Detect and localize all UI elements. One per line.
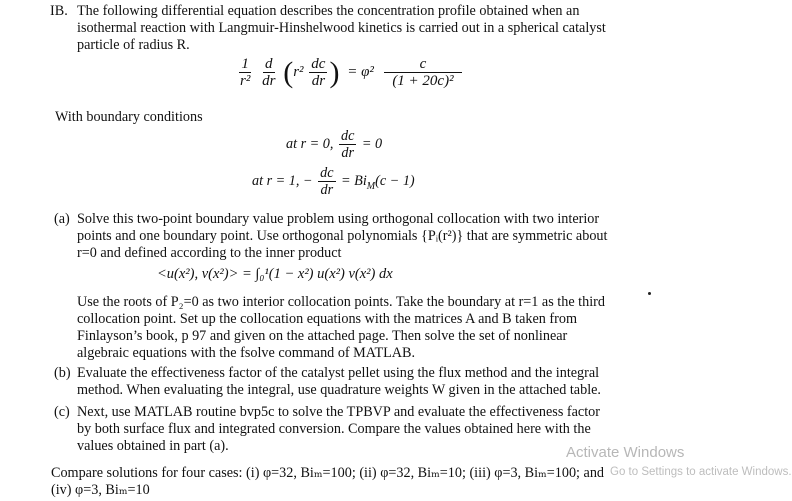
- equation-fraction-dc-dr: $\frac{dc}{dr}$: [311, 56, 326, 89]
- bc2-fraction: $\frac{dc}{dr}$: [320, 165, 334, 198]
- part-a-line-3: r=0 and defined according to the inner product: [77, 245, 342, 261]
- intro-line-2: isothermal reaction with Langmuir-Hinshelwood kinetics is carried out in a spherical catalyst: [77, 20, 606, 36]
- inner-product-formula: <u(x²), v(x²)> = ∫₀¹(1 − x²) u(x²) v(x²) dx: [157, 266, 393, 282]
- part-c-line-3: values obtained in part (a).: [77, 438, 229, 454]
- part-b-line-2: method. When evaluating the integral, use quadrature weights W given in the attached table.: [77, 382, 601, 398]
- part-a-label: (a): [54, 211, 70, 227]
- part-a-line-5: collocation point. Set up the collocation equations with the matrices A and B taken from: [77, 311, 577, 327]
- part-a-line-7: algebraic equations with the fsolve command of MATLAB.: [77, 345, 416, 361]
- equation-fraction-d-dr: $\frac{d}{dr}$: [262, 56, 276, 89]
- part-c-line-2: by both surface flux and integrated conversion. Compare the values obtained here with the: [77, 421, 591, 437]
- part-a-line-2: points and one boundary point. Use orthogonal polynomials {Pᵢ(r²)} that are symmetric about: [77, 228, 608, 244]
- part-b-label: (b): [54, 365, 71, 381]
- bc1-fraction: $\frac{dc}{dr}$: [340, 128, 355, 161]
- equation-fraction-1-over-r2: $\frac{1}{\text{r²}}$: [240, 56, 251, 89]
- intro-line-3: particle of radius R.: [77, 37, 190, 53]
- compare-line-2: (iv) φ=3, Biₘ=10: [51, 482, 150, 498]
- part-a-line-1: Solve this two-point boundary value problem using orthogonal collocation with two interior: [77, 211, 600, 227]
- part-c-line-1: Next, use MATLAB routine bvp5c to solve the TPBVP and evaluate the effectiveness factor: [77, 404, 600, 420]
- stray-dot: [648, 292, 651, 295]
- equation-fraction-rhs: $\frac{c}{\text{(1 + 20c)²}}$: [384, 56, 463, 89]
- boundary-heading: With boundary conditions: [55, 109, 203, 125]
- differential-equation: $\frac{1}{\text{r²}}$ $\frac{d}{dr}$ (r² $\frac{dc}{dr}$ ) = φ² $\frac{c}{\text{(1 + 20c)²}}$: [236, 56, 464, 89]
- compare-line-1: Compare solutions for four cases: (i) φ=32, Biₘ=100; (ii) φ=32, Biₘ=10; (iii) φ=3, Biₘ=100; and: [51, 465, 605, 481]
- activate-windows-watermark-subtitle: Go to Settings to activate Windows.: [610, 466, 792, 478]
- part-a-line-4: Use the roots of P₂=0 as two interior collocation points. Take the boundary at r=1 as the third: [77, 294, 605, 310]
- activate-windows-watermark-title: Activate Windows: [566, 444, 685, 461]
- intro-line-1: The following differential equation describes the concentration profile obtained when an: [77, 3, 580, 19]
- part-a-line-6: Finlayson’s book, p 97 and given on the attached page. Then solve the set of nonlinear: [77, 328, 568, 344]
- part-b-line-1: Evaluate the effectiveness factor of the catalyst pellet using the flux method and the integral: [77, 365, 600, 381]
- problem-label: IB.: [50, 3, 68, 19]
- boundary-condition-1: at r = 0, $\frac{dc}{dr}$ = 0: [286, 128, 383, 161]
- part-c-label: (c): [54, 404, 70, 420]
- boundary-condition-2: at r = 1, − $\frac{dc}{dr}$ = $Bi_M(c - 1)$: [252, 165, 415, 198]
